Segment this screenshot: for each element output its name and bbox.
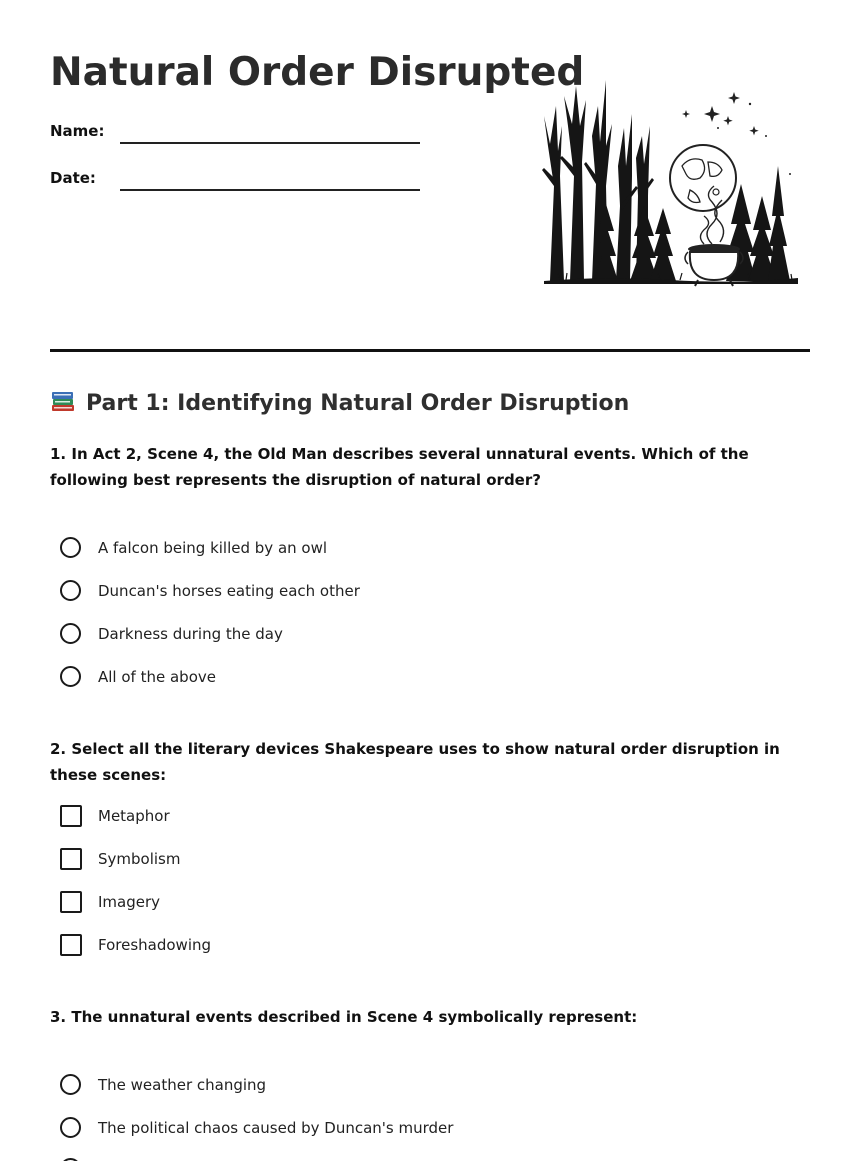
date-input-line[interactable]	[120, 189, 420, 191]
q1-option-1[interactable]	[60, 536, 760, 562]
question-2: 2. Select all the literary devices Shakespeare uses to show natural order disruption in these scenes:	[50, 740, 780, 784]
q3-option-1[interactable]	[60, 1073, 760, 1099]
option-label: The political chaos caused by Duncan's murder	[98, 1119, 454, 1137]
q1-option-4[interactable]	[60, 665, 760, 691]
option-label: Foreshadowing	[98, 936, 212, 954]
checkbox[interactable]	[60, 848, 82, 870]
checkbox[interactable]	[60, 805, 82, 827]
q1-option-3[interactable]	[60, 622, 760, 648]
part1-title: Part 1: Identifying Natural Order Disruption	[86, 391, 630, 416]
radio-button[interactable]	[60, 1074, 81, 1095]
option-label: All of the above	[98, 668, 216, 686]
radio-button[interactable]	[60, 623, 81, 644]
part1-heading	[50, 388, 629, 416]
section-divider	[50, 349, 810, 352]
question-1: 1. In Act 2, Scene 4, the Old Man describes several unnatural events. Which of the following best represents the disruption of natural order?	[50, 445, 749, 489]
q1-option-2[interactable]	[60, 579, 760, 605]
checkbox[interactable]	[60, 891, 82, 913]
q2-option-1[interactable]	[60, 804, 760, 830]
option-label: Metaphor	[98, 807, 170, 825]
name-input-line[interactable]	[120, 142, 420, 144]
option-label: Darkness during the day	[98, 625, 283, 643]
q2-option-4[interactable]	[60, 933, 760, 959]
q3-option-3-partial[interactable]	[60, 1157, 760, 1161]
option-label: Duncan's horses eating each other	[98, 582, 360, 600]
page-title: Natural Order Disrupted	[50, 50, 585, 95]
radio-button[interactable]	[60, 1117, 81, 1138]
option-label: The weather changing	[98, 1076, 267, 1094]
name-label: Name:	[50, 122, 105, 140]
option-label: Imagery	[98, 893, 161, 911]
q2-option-3[interactable]	[60, 890, 760, 916]
radio-button[interactable]	[60, 666, 81, 687]
forest-moon-cauldron-icon	[540, 66, 802, 288]
option-label: Symbolism	[98, 850, 181, 868]
books-icon	[50, 388, 76, 414]
checkbox[interactable]	[60, 934, 82, 956]
question-3: 3. The unnatural events described in Scene 4 symbolically represent:	[50, 1008, 638, 1026]
date-label: Date:	[50, 169, 96, 187]
name-field	[50, 120, 430, 150]
q3-option-2[interactable]	[60, 1116, 760, 1142]
q2-option-2[interactable]	[60, 847, 760, 873]
option-label: A falcon being killed by an owl	[98, 539, 328, 557]
radio-button[interactable]	[60, 580, 81, 601]
radio-button[interactable]	[60, 537, 81, 558]
date-field	[50, 167, 430, 197]
